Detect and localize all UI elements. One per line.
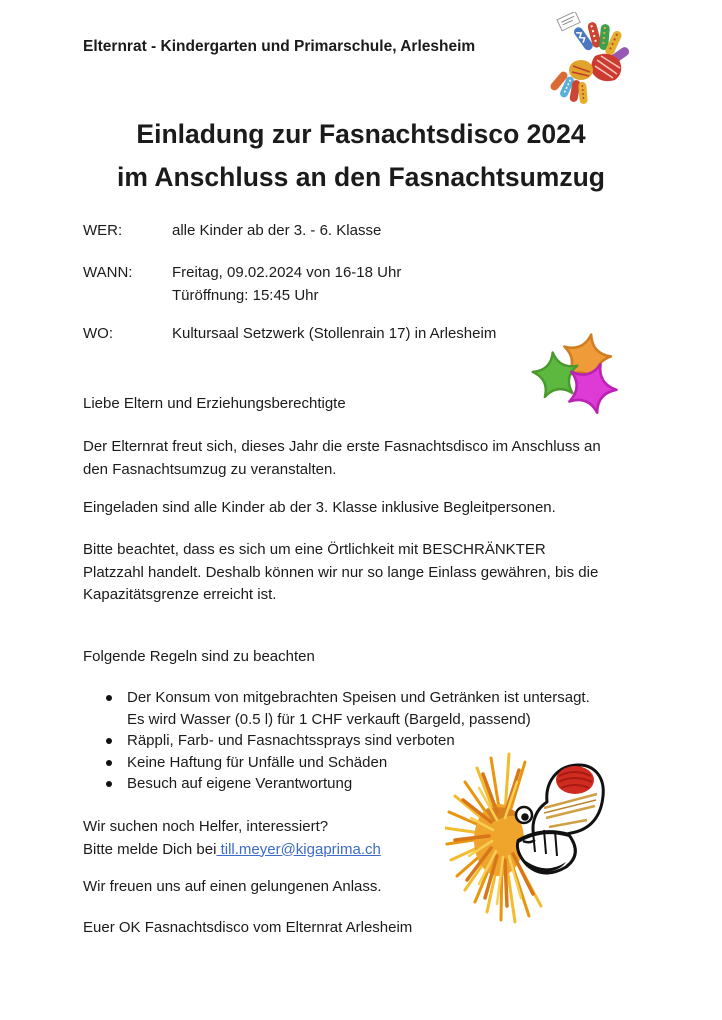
paragraph-invited: Eingeladen sind alle Kinder ab der 3. Klasse inklusive Begleitpersonen. [83, 499, 556, 516]
info-label-wann: WANN: [83, 264, 133, 281]
info-row-wo [83, 323, 496, 346]
salutation: Liebe Eltern und Erziehungsberechtigte [83, 395, 346, 412]
info-row-wer [83, 220, 381, 243]
info-value-wann-1: Freitag, 09.02.2024 von 16-18 Uhr [172, 264, 402, 281]
rule-item-1-line2: Es wird Wasser (0.5 l) für 1 CHF verkauft (Bargeld, passend) [127, 710, 531, 728]
closing-line: Wir freuen uns auf einen gelungenen Anlass. [83, 878, 382, 895]
info-value-wann-2: Türöffnung: 15:45 Uhr [172, 286, 319, 304]
paragraph-capacity-line3: Kapazitätsgrenze erreicht ist. [83, 586, 277, 603]
helpers-question: Wir suchen noch Helfer, interessiert? [83, 818, 329, 835]
rule-item-2-line1: Räppli, Farb- und Fasnachtssprays sind verboten [127, 732, 455, 749]
hands-logo-icon [543, 12, 638, 107]
paragraph-capacity-line2: Platzzahl handelt. Deshalb können wir nur so lange Einlass gewähren, bis die [83, 563, 599, 581]
page-title [0, 113, 722, 199]
bullet-icon [106, 760, 112, 766]
confetti-stars-icon [525, 328, 625, 418]
waggis-mascot-icon [445, 748, 670, 948]
paragraph-intro-line2: den Fasnachtsumzug zu veranstalten. [83, 460, 337, 478]
rule-item-4-line1: Besuch auf eigene Verantwortung [127, 775, 353, 792]
signature-line: Euer OK Fasnachtsdisco vom Elternrat Arlesheim [83, 919, 413, 936]
paragraph-capacity [83, 539, 598, 607]
waggis-mascot-image [445, 748, 670, 948]
info-value-wer: alle Kinder ab der 3. - 6. Klasse [172, 222, 382, 239]
info-label-wer: WER: [83, 222, 123, 239]
bullet-icon [106, 738, 112, 744]
rule-item-3-line1: Keine Haftung für Unfälle und Schäden [127, 753, 388, 771]
info-value-wo: Kultursaal Setzwerk (Stollenrain 17) in Arlesheim [172, 325, 497, 342]
paragraph-capacity-line1: Bitte beachtet, dass es sich um eine Örtlichkeit mit BESCHRÄNKTER [83, 541, 546, 558]
bullet-icon [106, 695, 112, 701]
helpers-block [83, 816, 381, 861]
helpers-contact-prefix: Bitte melde Dich bei [83, 840, 217, 858]
paragraph-intro-line1: Der Elternrat freut sich, dieses Jahr die erste Fasnachtsdisco im Anschluss an [83, 438, 601, 455]
hands-logo-image [543, 12, 638, 107]
rule-item-1 [83, 687, 590, 730]
bullet-icon [106, 781, 112, 787]
rule-item-1-line1: Der Konsum von mitgebrachten Speisen und Getränken ist untersagt. [127, 689, 590, 706]
paragraph-intro [83, 436, 601, 481]
rules-heading: Folgende Regeln sind zu beachten [83, 648, 315, 665]
page-title-line1: Einladung zur Fasnachtsdisco 2024 [136, 119, 586, 149]
helpers-contact [83, 839, 381, 862]
info-label-wo: WO: [83, 325, 113, 342]
info-row-wann [83, 262, 401, 307]
document-header: Elternrat - Kindergarten und Primarschule, Arlesheim [83, 38, 476, 55]
email-link[interactable]: till.meyer@kigaprima.ch [216, 840, 381, 858]
confetti-stars-image [525, 328, 625, 418]
page-title-line2: im Anschluss an den Fasnachtsumzug [117, 162, 605, 192]
